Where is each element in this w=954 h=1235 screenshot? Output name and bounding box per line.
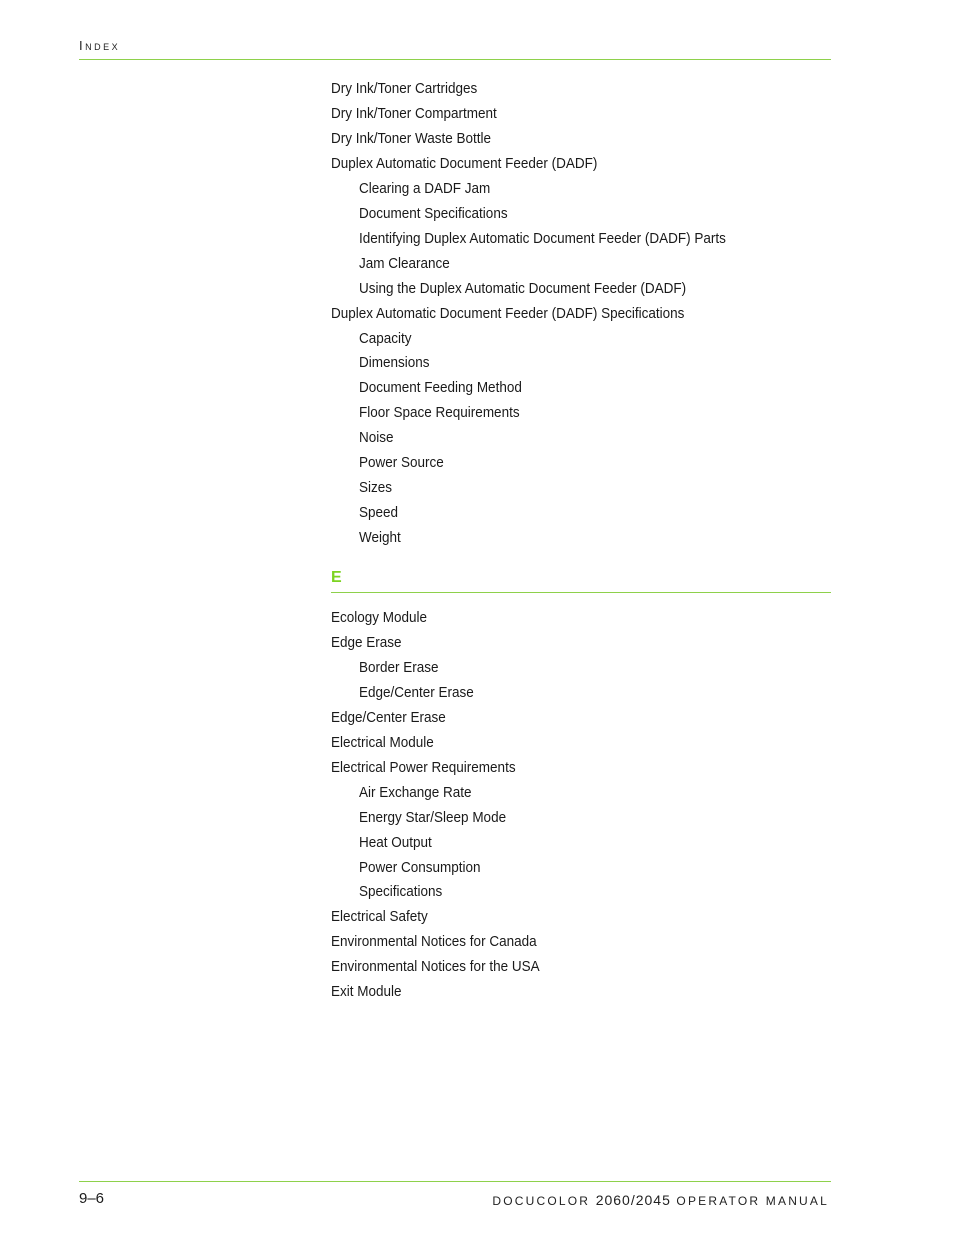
index-entry: Duplex Automatic Document Feeder (DADF) bbox=[331, 154, 598, 172]
index-subentry: Specifications bbox=[359, 883, 443, 901]
index-entry: Duplex Automatic Document Feeder (DADF) Specifications bbox=[331, 304, 685, 322]
section-letter-e: E bbox=[331, 569, 342, 586]
index-subentry: Jam Clearance bbox=[359, 254, 450, 272]
index-entry: Environmental Notices for the USA bbox=[331, 958, 540, 976]
index-subentry: Power Consumption bbox=[359, 858, 481, 876]
manual-title-suffix: OPERATOR MANUAL bbox=[676, 1194, 829, 1208]
index-subentry: Weight bbox=[359, 529, 401, 547]
footer-rule bbox=[79, 1181, 831, 1182]
index-subentry: Heat Output bbox=[359, 833, 432, 851]
index-subentry: Dimensions bbox=[359, 354, 430, 372]
index-entry: Electrical Power Requirements bbox=[331, 758, 516, 776]
index-subentry: Noise bbox=[359, 429, 394, 447]
page-header-title: Index bbox=[79, 38, 121, 53]
index-entry: Dry Ink/Toner Waste Bottle bbox=[331, 129, 492, 147]
index-subentry: Clearing a DADF Jam bbox=[359, 179, 491, 197]
index-entry: Edge Erase bbox=[331, 633, 402, 651]
manual-title-prefix: DOCUCOLOR bbox=[492, 1194, 591, 1208]
index-subentry: Power Source bbox=[359, 454, 444, 472]
index-subentry: Capacity bbox=[359, 329, 412, 347]
index-entry: Edge/Center Erase bbox=[331, 708, 446, 726]
index-entry: Exit Module bbox=[331, 983, 402, 1001]
index-subentry: Sizes bbox=[359, 479, 393, 497]
index-subentry: Document Specifications bbox=[359, 204, 508, 222]
index-entry: Dry Ink/Toner Compartment bbox=[331, 104, 497, 122]
index-subentry: Speed bbox=[359, 504, 399, 522]
index-subentry: Identifying Duplex Automatic Document Feeder (DADF) Parts bbox=[359, 229, 726, 247]
manual-title-model: 2060/2045 bbox=[595, 1192, 671, 1208]
index-subentry: Energy Star/Sleep Mode bbox=[359, 808, 507, 826]
index-entry: Environmental Notices for Canada bbox=[331, 933, 537, 951]
page-number: 9–6 bbox=[79, 1190, 105, 1207]
index-subentry: Using the Duplex Automatic Document Feeder (DADF) bbox=[359, 279, 687, 297]
index-entry: Electrical Safety bbox=[331, 908, 428, 926]
index-subentry: Document Feeding Method bbox=[359, 379, 522, 397]
index-subentry: Border Erase bbox=[359, 658, 439, 676]
index-entry: Dry Ink/Toner Cartridges bbox=[331, 80, 478, 97]
index-entry: Ecology Module bbox=[331, 609, 428, 626]
index-subentry: Air Exchange Rate bbox=[359, 783, 472, 801]
index-subentry: Floor Space Requirements bbox=[359, 404, 520, 422]
index-subentry: Edge/Center Erase bbox=[359, 683, 474, 701]
index-entry: Electrical Module bbox=[331, 733, 434, 751]
manual-title bbox=[492, 1192, 829, 1208]
